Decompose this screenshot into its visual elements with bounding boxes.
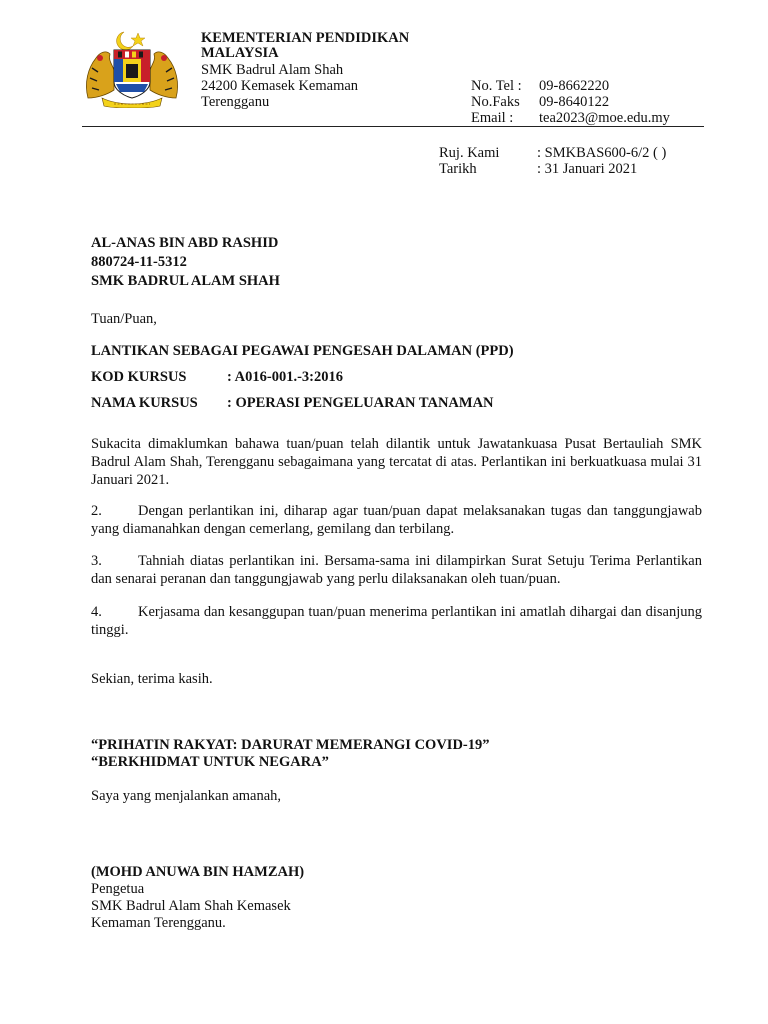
header-divider (82, 126, 704, 127)
ref-label: Ruj. Kami (439, 145, 500, 161)
course-code-label: KOD KURSUS (91, 369, 187, 385)
contact-row-tel: No. Tel : 09-8662220 (471, 78, 610, 94)
ministry-name-line1: KEMENTERIAN PENDIDIKAN (201, 30, 410, 46)
letterhead-address (201, 62, 358, 110)
paragraph-3-text: Tahniah diatas perlantikan ini. Bersama-sama ini dilampirkan Surat Setuju Terima Perlantikan dan senarai peranan dan tanggungjawab yang perlu dilaksanakan oleh tuan/puan. (91, 553, 702, 587)
signer-school: SMK Badrul Alam Shah Kemasek (91, 898, 291, 914)
paragraph-2-text: Dengan perlantikan ini, diharap agar tuan/puan dapat melaksanakan tugas dan tanggungjawab yang diamanahkan dengan cemerlang, gemilang dan terbilang. (91, 503, 702, 537)
address-line2: Terengganu (201, 94, 270, 110)
recipient-school: SMK BADRUL ALAM SHAH (91, 273, 280, 289)
recipient-name: AL-ANAS BIN ABD RASHID (91, 235, 279, 251)
course-code-value: : A016-001.-3:2016 (227, 369, 343, 385)
contact-block (471, 78, 670, 126)
paragraph-2 (91, 502, 702, 538)
contact-row-fax: No.Faks 09-8640122 (471, 94, 610, 110)
paragraph-4-number: 4. (91, 604, 102, 620)
slogan-line1: “PRIHATIN RAKYAT: DARURAT MEMERANGI COVID-19” (91, 737, 490, 753)
date-label: Tarikh (439, 161, 477, 177)
course-name-label: NAMA KURSUS (91, 395, 198, 411)
coat-of-arms-logo (80, 28, 184, 108)
date-value: : 31 Januari 2021 (537, 161, 638, 177)
paragraph-2-number: 2. (91, 503, 102, 519)
address-line1: 24200 Kemasek Kemaman (201, 78, 359, 94)
salutation: Tuan/Puan, (91, 311, 157, 327)
closing-trust: Saya yang menjalankan amanah, (91, 788, 282, 804)
slogan-line2: “BERKHIDMAT UNTUK NEGARA” (91, 754, 329, 770)
paragraph-1: Sukacita dimaklumkan bahawa tuan/puan telah dilantik untuk Jawatankuasa Pusat Bertauliah SMK Badrul Alam Shah, Terengganu sebagaimana yang tercatat di atas. Perlantikan ini berkuatkuasa mulai 31 Januari 2021. (91, 436, 702, 488)
paragraph-4 (91, 603, 702, 639)
paragraph-3-number: 3. (91, 553, 102, 569)
closing-thanks: Sekian, terima kasih. (91, 671, 213, 687)
ref-value: : SMKBAS600-6/2 ( ) (537, 145, 667, 161)
signer-name: (MOHD ANUWA BIN HAMZAH) (91, 864, 305, 880)
contact-row-email: Email : tea2023@moe.edu.my (471, 110, 670, 126)
subject-title: LANTIKAN SEBAGAI PEGAWAI PENGESAH DALAMAN (PPD) (91, 343, 514, 359)
signer-position: Pengetua (91, 881, 145, 897)
ministry-name-line2: MALAYSIA (201, 45, 279, 61)
course-name-value: : OPERASI PENGELUARAN TANAMAN (227, 395, 494, 411)
paragraph-3 (91, 552, 702, 588)
paragraph-4-text: Kerjasama dan kesanggupan tuan/puan menerima perlantikan ini amatlah dihargai dan disanjung tinggi. (91, 604, 702, 638)
recipient-id: 880724-11-5312 (91, 254, 187, 270)
school-name: SMK Badrul Alam Shah (201, 62, 344, 78)
signer-place: Kemaman Terengganu. (91, 915, 226, 931)
